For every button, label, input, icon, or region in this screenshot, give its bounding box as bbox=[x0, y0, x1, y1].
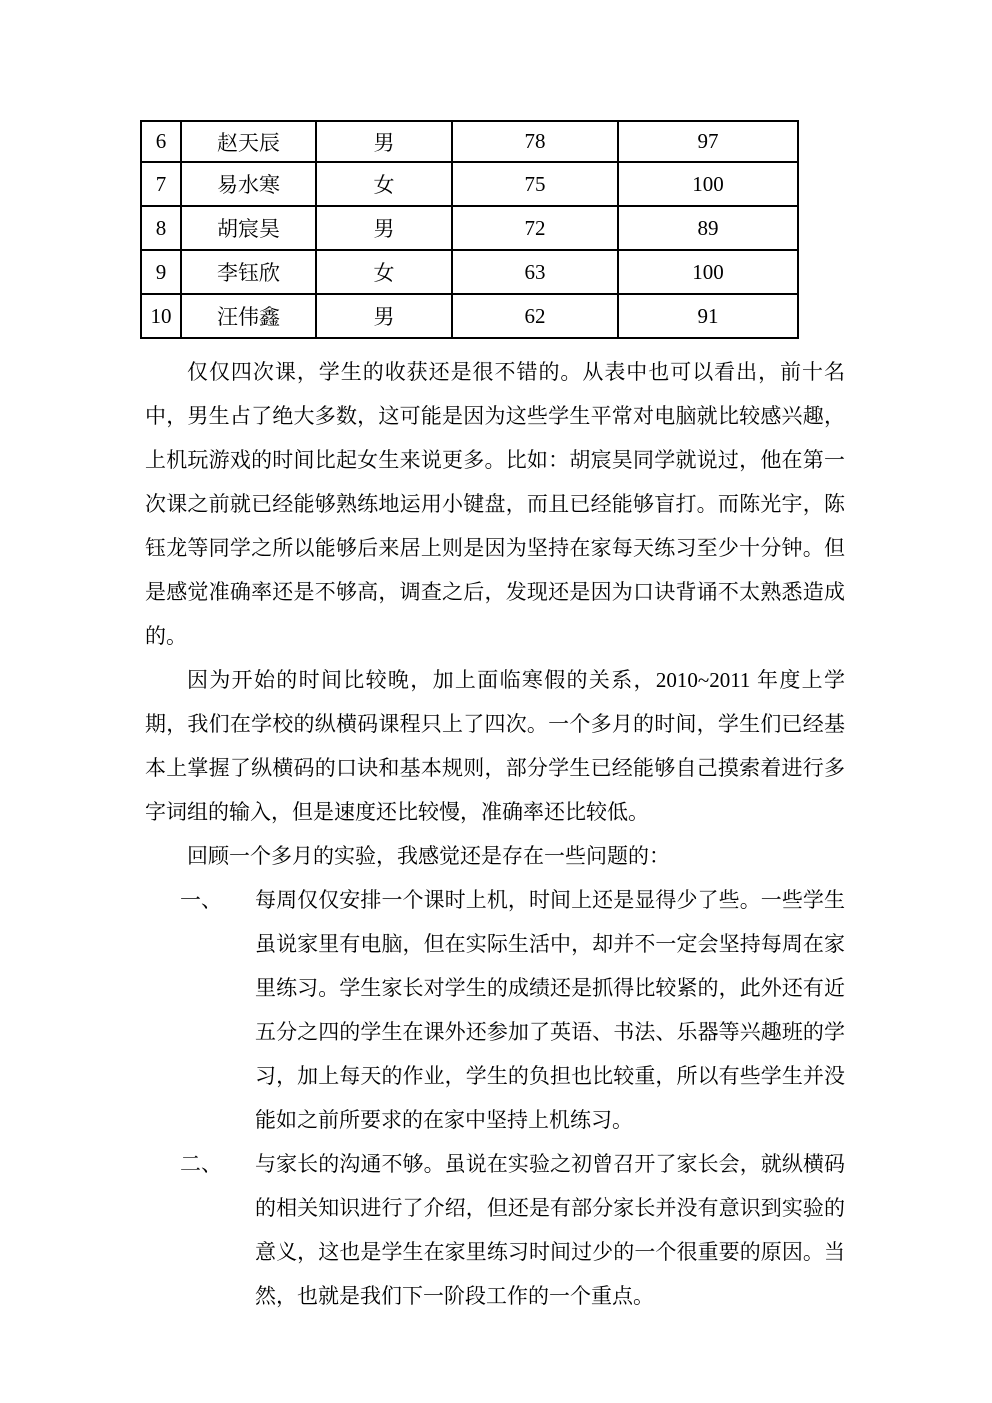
cell-score1: 62 bbox=[452, 294, 618, 338]
cell-rank: 6 bbox=[141, 121, 181, 162]
paragraph-summary: 仅仅四次课，学生的收获还是很不错的。从表中也可以看出，前十名中，男生占了绝大多数，这可能是因为这些学生平常对电脑就比较感兴趣，上机玩游戏的时间比起女生来说更多。比如：胡宸昊同学就说过，他在第一次课之前就已经能够熟练地运用小键盘，而且已经能够盲打。而陈光宇，陈钰龙等同学之所以能够后来居上则是因为坚持在家每天练习至少十分钟。但是感觉准确率还是不够高，调查之后，发现还是因为口诀背诵不太熟悉造成的。 bbox=[145, 360, 845, 648]
paragraph-semester: 因为开始的时间比较晚，加上面临寒假的关系，2010~2011 年度上学期，我们在学校的纵横码课程只上了四次。一个多月的时间，学生们已经基本上掌握了纵横码的口诀和基本规则，部分学生已经能够自己摸索着进行多字词组的输入，但是速度还比较慢，准确率还比较低。 bbox=[145, 668, 845, 824]
table-row bbox=[141, 250, 798, 294]
cell-gender: 女 bbox=[316, 162, 452, 206]
issue-2-marker: 二、 bbox=[180, 1152, 222, 1176]
cell-name: 赵天辰 bbox=[181, 121, 316, 162]
issue-item-1 bbox=[145, 878, 845, 1142]
issue-item-2 bbox=[145, 1142, 845, 1318]
cell-score1: 78 bbox=[452, 121, 618, 162]
cell-score1: 63 bbox=[452, 250, 618, 294]
cell-rank: 10 bbox=[141, 294, 181, 338]
table-row bbox=[141, 294, 798, 338]
issue-1-marker: 一、 bbox=[180, 888, 222, 912]
cell-score2: 91 bbox=[618, 294, 798, 338]
paragraph-issues-intro: 回顾一个多月的实验，我感觉还是存在一些问题的： bbox=[187, 844, 670, 868]
cell-score2: 100 bbox=[618, 250, 798, 294]
table-row bbox=[141, 206, 798, 250]
cell-score2: 100 bbox=[618, 162, 798, 206]
document-body bbox=[145, 350, 845, 1318]
score-table bbox=[140, 120, 799, 339]
cell-rank: 9 bbox=[141, 250, 181, 294]
cell-gender: 女 bbox=[316, 250, 452, 294]
cell-gender: 男 bbox=[316, 294, 452, 338]
issue-2-text: 与家长的沟通不够。虽说在实验之初曾召开了家长会，就纵横码的相关知识进行了介绍，但还是有部分家长并没有意识到实验的意义，这也是学生在家里练习时间过少的一个很重要的原因。当然，也就是我们下一阶段工作的一个重点。 bbox=[255, 1152, 845, 1308]
cell-rank: 7 bbox=[141, 162, 181, 206]
cell-score2: 89 bbox=[618, 206, 798, 250]
cell-name: 易水寒 bbox=[181, 162, 316, 206]
cell-gender: 男 bbox=[316, 121, 452, 162]
cell-name: 李钰欣 bbox=[181, 250, 316, 294]
cell-rank: 8 bbox=[141, 206, 181, 250]
table-row bbox=[141, 162, 798, 206]
issue-1-text: 每周仅仅安排一个课时上机，时间上还是显得少了些。一些学生虽说家里有电脑，但在实际生活中，却并不一定会坚持每周在家里练习。学生家长对学生的成绩还是抓得比较紧的，此外还有近五分之四的学生在课外还参加了英语、书法、乐器等兴趣班的学习，加上每天的作业，学生的负担也比较重，所以有些学生并没能如之前所要求的在家中坚持上机练习。 bbox=[255, 888, 845, 1132]
cell-name: 汪伟鑫 bbox=[181, 294, 316, 338]
cell-score1: 72 bbox=[452, 206, 618, 250]
table-row bbox=[141, 121, 798, 162]
cell-score2: 97 bbox=[618, 121, 798, 162]
cell-name: 胡宸昊 bbox=[181, 206, 316, 250]
cell-gender: 男 bbox=[316, 206, 452, 250]
cell-score1: 75 bbox=[452, 162, 618, 206]
